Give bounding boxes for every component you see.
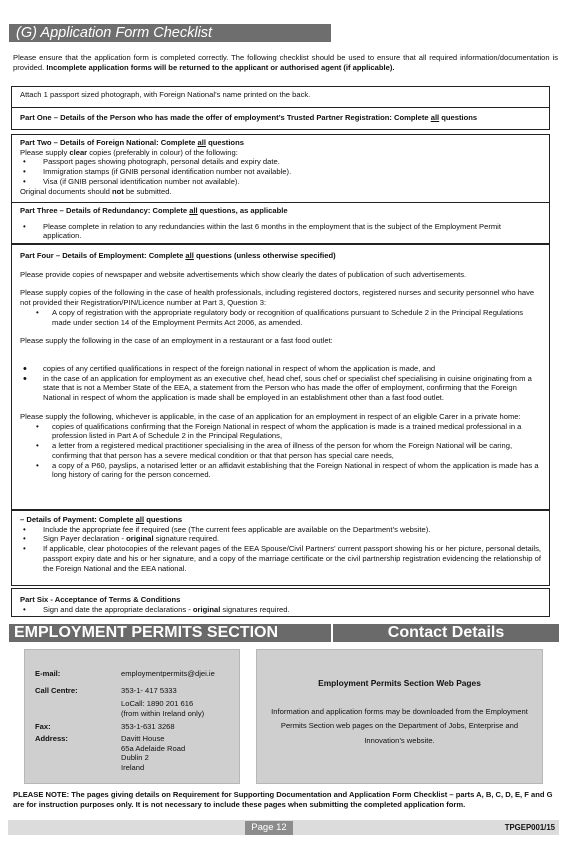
original-note-bold: not — [112, 186, 124, 196]
list-item — [20, 534, 541, 544]
part-four-advertisements: Please provide copies of newspaper and website advertisements which show clearly the dates of publication of such advertisements. — [20, 269, 467, 279]
list-item: • Passport pages showing photograph, personal details and expiry date. — [20, 157, 541, 167]
part-one-title-all: all — [430, 113, 440, 122]
list-item: • copies of any certified qualifications in respect of the foreign national in respect of whom the application is made, and — [20, 364, 541, 374]
web-pages-title: Employment Permits Section Web Pages — [318, 678, 481, 688]
part-two-title-end: questions — [205, 138, 244, 147]
part-four-restaurant-list — [20, 364, 541, 403]
intro-paragraph — [13, 53, 558, 72]
part-two-original-note — [20, 187, 541, 197]
payer-bold: original — [126, 534, 154, 544]
part-four-health-list — [32, 308, 541, 327]
list-item: • A copy of registration with the appropriate regulatory body or recognition of qualifications pursuant to Schedule 2 in the Principal Regulations made under section 14 of the Employment Permits Act 2006, as amended. — [32, 308, 541, 327]
call-label: Call Centre: — [35, 686, 78, 695]
part-two-title-all: all — [197, 138, 206, 147]
photo-instruction: Attach 1 passport sized photograph, with Foreign National’s name printed on the back. — [20, 90, 311, 99]
part-two-list — [20, 157, 541, 186]
employment-permits-heading: EMPLOYMENT PERMITS SECTION — [9, 624, 331, 642]
contact-panel — [24, 649, 240, 784]
locall-value: LoCall: 1890 201 616 — [121, 699, 194, 708]
list-item: • a letter from a registered medical practitioner specialising in the area of illness of the person for whom the Foreign National will be caring, confirming that that person has a severe medical condition or that that person has special care needs, — [32, 441, 541, 460]
part-five-title — [20, 515, 541, 525]
web-pages-description: Information and application forms may be downloaded from the Employment Permits Section web pages on the Department of Jobs, Enterprise and Innovation’s website. — [271, 706, 528, 745]
part-four-box — [11, 244, 550, 510]
part-four-title-all: all — [185, 251, 194, 260]
part-five-title-text: – Details of Payment: Complete — [20, 515, 136, 524]
list-item: • a copy of a P60, payslips, a notarised letter or an affidavit establishing that the Foreign National in respect of whom the application is made has a long history of caring for the person concerned. — [32, 461, 541, 480]
part-four-title — [20, 251, 541, 261]
please-note: PLEASE NOTE: The pages giving details on Requirement for Supporting Documentation and Application Form Checklist – parts A, B, C, D, E, F and G are for instruction purposes only. It is not necessary to include these pages when submitting the completed application form. — [13, 790, 553, 809]
call-value: 353-1- 417 5333 — [121, 686, 177, 695]
part-four-title-end: questions (unless otherwise specified) — [193, 251, 336, 260]
section-title: (G) Application Form Checklist — [9, 24, 331, 42]
part-six-list — [20, 605, 541, 615]
email-value[interactable]: employmentpermits@djei.ie — [121, 669, 215, 678]
part-five-title-all: all — [135, 515, 145, 524]
sign-end: signatures required. — [220, 604, 290, 614]
part-two-supply — [20, 148, 541, 158]
original-note-text: Original documents should — [20, 186, 113, 196]
part-five-title-end: questions — [144, 515, 183, 524]
part-two-supply-end: copies (preferably in colour) of the following: — [87, 147, 238, 157]
list-item: • Include the appropriate fee if required (see (The current fees applicable are available on the Department’s website). — [20, 525, 541, 535]
contact-details-heading: Contact Details — [333, 624, 559, 642]
part-two-supply-text: Please supply — [20, 147, 70, 157]
list-item: • Please complete in relation to any redundancies within the last 6 months in the employment that is the subject of the Employment Permit application. — [20, 222, 541, 241]
original-note-end: be submitted. — [123, 186, 172, 196]
intro-text: Please ensure that the application form is completed correctly. The following checklist should be used to ensure that all required information/documentation is provided. — [13, 53, 558, 72]
address-line: 65a Adelaide Road — [121, 743, 186, 753]
address-line: Dublin 2 — [121, 753, 149, 763]
part-three-title-end: questions, as applicable — [197, 206, 288, 215]
part-four-health-intro: Please supply copies of the following in the case of health professionals, including registered doctors, registered nurses and security personnel who have not provided their Registration/PIN/Licence number at Part 3, Question 3: — [20, 288, 535, 308]
part-one-title-end: questions — [439, 113, 478, 122]
part-two-supply-bold: clear — [69, 147, 88, 157]
payer-text: Sign Payer declaration - — [43, 534, 127, 544]
fax-label: Fax: — [35, 722, 51, 731]
part-six-title: Part Six - Acceptance of Terms & Conditions — [20, 595, 181, 604]
part-two-title-text: Part Two – Details of Foreign National: Complete — [20, 138, 198, 147]
part-three-title-text: Part Three – Details of Redundancy: Complete — [20, 206, 190, 215]
form-code: TPGEP001/15 — [504, 823, 555, 832]
list-item: • in the case of an application for employment as an executive chef, head chef, sous chef or specialist chef specialising in cuisine originating from a state that is not a Member State of the EEA, a statement from the Person who has made the offer of employment, confirming that the Foreign National in respect of whom the application is made shall be employed in an establishment other than a fast food outlet. — [20, 374, 541, 403]
photo-box — [11, 86, 550, 108]
part-four-carer-intro: Please supply the following, whichever is applicable, in the case of an application for an employment in respect of an eligible Carer in a private home: — [20, 411, 521, 421]
list-item: • If applicable, clear photocopies of the relevant pages of the EEA Spouse/Civil Partners’ current passport showing his or her picture, personal details, passport expiry date and his or her signature, and a copy of the marriage certificate or the civil partnership registration evidencing the relationship of the Foreign National and the EEA national. — [20, 544, 541, 573]
web-pages-panel — [256, 649, 543, 784]
part-three-title — [20, 206, 541, 216]
sign-text: Sign and date the appropriate declarations - — [43, 604, 193, 614]
part-three-title-all: all — [189, 206, 198, 215]
part-four-restaurant-intro: Please supply the following in the case of an employment in a restaurant or a fast food outlet: — [20, 336, 333, 346]
part-four-title-text: Part Four – Details of Employment: Complete — [20, 251, 186, 260]
list-item: • Visa (if GNIB personal identification number not available). — [20, 177, 541, 187]
address-line: Davitt House — [121, 734, 165, 743]
address-label: Address: — [35, 734, 68, 743]
list-item: • Immigration stamps (if GNIB personal identification number not available). — [20, 167, 541, 177]
part-one-title — [20, 113, 541, 123]
payer-end: signature required. — [153, 534, 220, 544]
locall-note: (from within Ireland only) — [121, 709, 205, 718]
email-label: E-mail: — [35, 669, 61, 678]
list-item: • copies of qualifications confirming that the Foreign National in respect of whom the application is made is a trained medical professional in a profession listed in Part A of Schedule 2 in the Principal Regulations, — [32, 422, 541, 441]
part-one-title-text: Part One – Details of the Person who has made the offer of employment’s Trusted Partner Registration: Complete — [20, 113, 431, 122]
address-value — [121, 734, 241, 773]
employment-permits-band — [9, 624, 559, 642]
list-item — [20, 605, 541, 615]
part-six-box — [11, 588, 550, 617]
intro-warning: Incomplete application forms will be returned to the applicant or authorised agent (if applicable). — [46, 62, 395, 72]
sign-bold: original — [192, 604, 221, 614]
address-line: Ireland — [121, 763, 145, 773]
part-three-box — [11, 202, 550, 244]
part-one-box — [11, 107, 550, 130]
part-three-list — [20, 222, 541, 241]
fax-value: 353-1-631 3268 — [121, 722, 175, 731]
part-five-box — [11, 510, 550, 586]
page-number: Page 12 — [245, 821, 293, 835]
part-two-title — [20, 138, 541, 148]
part-four-carer-list — [32, 422, 541, 480]
part-two-box — [11, 134, 550, 203]
part-five-list — [20, 525, 541, 574]
